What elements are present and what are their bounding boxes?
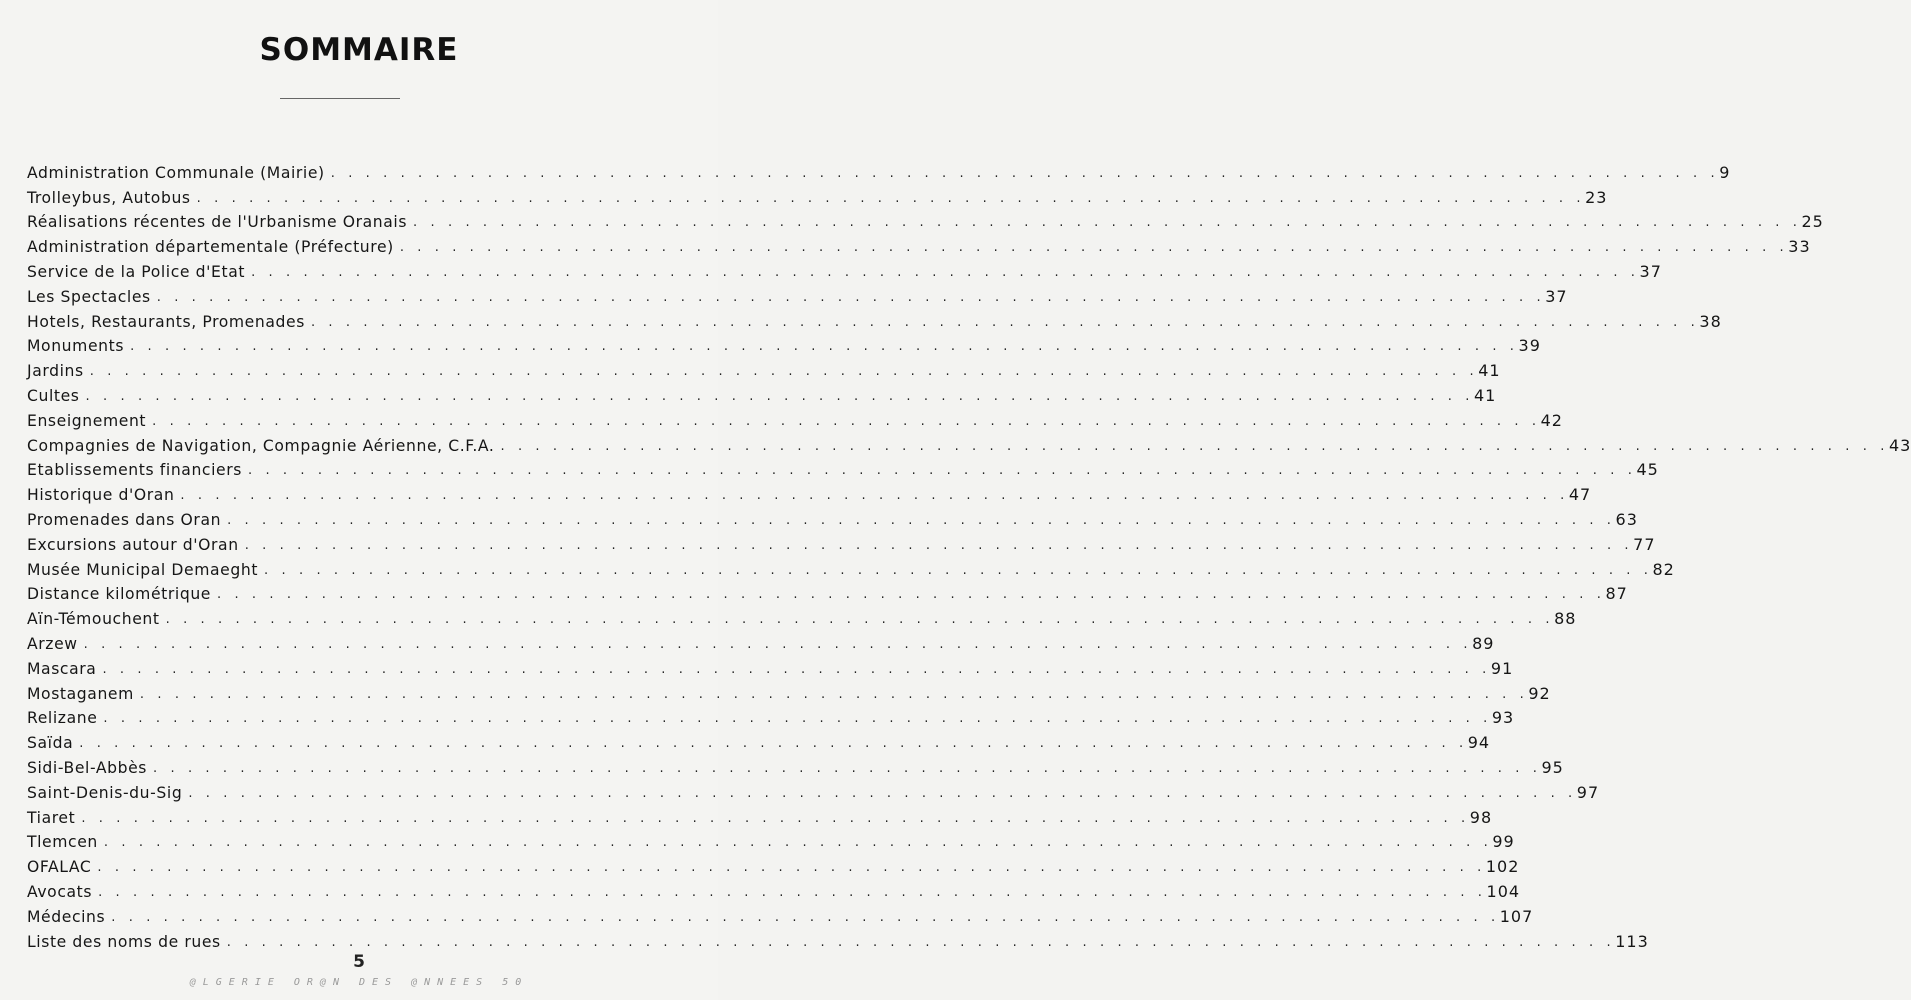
toc-entry — [27, 505, 1638, 530]
toc-entry-page: 88 — [1554, 609, 1577, 629]
toc-entry — [27, 381, 1497, 406]
dot-leader: . . . . . . . . . . . . . . . . . . . . . . . . . . . . . . . . . . . . . . . . . . . . . . . . . . . . . . . . . . . . . . . . . . . . . . . . . . . . . . . . — [139, 686, 1529, 702]
toc-entry-label: Administration départementale (Préfecture) — [27, 238, 394, 257]
toc-entry — [27, 555, 1675, 580]
toc-entry-label: Monuments — [27, 337, 125, 356]
toc-entry-page: 99 — [1492, 832, 1515, 852]
toc-entry-page: 43 — [1888, 435, 1911, 455]
page-title: SOMMAIRE — [259, 32, 459, 68]
dot-leader: . . . . . . . . . . . . . . . . . . . . . . . . . . . . . . . . . . . . . . . . . . . . . . . . . . . . . . . . . . . . . . . . . . . . . . . . . . . . . . . . — [247, 463, 1637, 479]
toc-entry-label: Saïda — [27, 734, 74, 753]
toc-entry-page: 37 — [1639, 261, 1662, 281]
toc-entry — [27, 158, 1731, 183]
toc-entry-page: 92 — [1528, 683, 1551, 703]
toc-entry-page: 38 — [1699, 311, 1722, 331]
toc-entry-page: 42 — [1540, 410, 1563, 430]
toc-entry-label: Liste des noms de rues — [27, 932, 221, 951]
toc-entry-label: Musée Municipal Demaeght — [27, 560, 259, 579]
toc-entry-label: Avocats — [27, 882, 93, 901]
toc-entry — [27, 778, 1600, 803]
toc-entry-label: Médecins — [27, 907, 106, 926]
toc-entry-page: 95 — [1541, 757, 1564, 777]
dot-leader: . . . . . . . . . . . . . . . . . . . . . . . . . . . . . . . . . . . . . . . . . . . . . . . . . . . . . . . . . . . . . . . . . . . . . . . . . . . . . . . . — [310, 314, 1700, 330]
toc-entry — [27, 356, 1501, 381]
toc-entry — [27, 208, 1824, 233]
dot-leader: . . . . . . . . . . . . . . . . . . . . . . . . . . . . . . . . . . . . . . . . . . . . . . . . . . . . . . . . . . . . . . . . . . . . . . . . . . . . . . . . — [180, 488, 1569, 504]
toc-entry — [27, 183, 1608, 208]
toc-entry-label: Cultes — [27, 386, 80, 405]
dot-leader: . . . . . . . . . . . . . . . . . . . . . . . . . . . . . . . . . . . . . . . . . . . . . . . . . . . . . . . . . . . . . . . . . . . . . . . . . . . . . . . . — [196, 190, 1586, 206]
toc-entry — [27, 902, 1534, 927]
toc-entry-page: 97 — [1576, 782, 1600, 802]
toc-entry-page: 87 — [1605, 584, 1628, 604]
toc-entry-label: Mascara — [27, 659, 97, 678]
dot-leader: . . . . . . . . . . . . . . . . . . . . . . . . . . . . . . . . . . . . . . . . . . . . . . . . . . . . . . . . . . . . . . . . . . . . . . . . . . . . . . . . — [227, 512, 1616, 528]
dot-leader: . . . . . . . . . . . . . . . . . . . . . . . . . . . . . . . . . . . . . . . . . . . . . . . . . . . . . . . . . . . . . . . . . . . . . . . . . . . . . . . . — [102, 661, 1491, 677]
toc-entry-page: 23 — [1585, 187, 1608, 207]
dot-leader: . . . . . . . . . . . . . . . . . . . . . . . . . . . . . . . . . . . . . . . . . . . . . . . . . . . . . . . . . . . . . . . . . . . . . . . . . . . . . . . . — [89, 364, 1479, 380]
dot-leader: . . . . . . . . . . . . . . . . . . . . . . . . . . . . . . . . . . . . . . . . . . . . . . . . . . . . . . . . . . . . . . . . . . . . . . . . . . . . . . . . — [97, 860, 1486, 876]
dot-leader: . . . . . . . . . . . . . . . . . . . . . . . . . . . . . . . . . . . . . . . . . . . . . . . . . . . . . . . . . . . . . . . . . . . . . . . . . . . . . . . . — [103, 711, 1492, 727]
toc-entry-page: 104 — [1486, 881, 1521, 901]
dot-leader: . . . . . . . . . . . . . . . . . . . . . . . . . . . . . . . . . . . . . . . . . . . . . . . . . . . . . . . . . . . . . . . . . . . . . . . . . . . . . . . . — [81, 810, 1470, 826]
dot-leader: . . . . . . . . . . . . . . . . . . . . . . . . . . . . . . . . . . . . . . . . . . . . . . . . . . . . . . . . . . . . . . . . . . . . . . . . . . . . . . . . — [226, 934, 1616, 950]
toc-entry — [27, 803, 1493, 828]
page-number: 5 — [353, 952, 365, 972]
toc-entry-page: 47 — [1568, 485, 1592, 505]
toc-entry-label: OFALAC — [27, 858, 92, 877]
toc-entry-page: 9 — [1719, 162, 1731, 182]
toc-entry-label: Réalisations récentes de l'Urbanisme Oranais — [27, 213, 408, 232]
toc-entry — [27, 232, 1811, 257]
toc-entry-label: Excursions autour d'Oran — [27, 535, 239, 554]
toc-entry — [27, 431, 1911, 456]
toc-entry — [27, 332, 1541, 357]
toc-entry-label: Promenades dans Oran — [27, 510, 222, 529]
toc-entry-page: 113 — [1615, 931, 1649, 951]
dot-leader: . . . . . . . . . . . . . . . . . . . . . . . . . . . . . . . . . . . . . . . . . . . . . . . . . . . . . . . . . . . . . . . . . . . . . . . . . . . . . . . . — [399, 240, 1789, 256]
dot-leader: . . . . . . . . . . . . . . . . . . . . . . . . . . . . . . . . . . . . . . . . . . . . . . . . . . . . . . . . . . . . . . . . . . . . . . . . . . . . . . . . — [85, 388, 1474, 404]
toc-entry-label: Les Spectacles — [27, 287, 151, 306]
toc-entry — [27, 927, 1649, 952]
toc-entry-label: Jardins — [27, 362, 84, 381]
toc-entry — [27, 728, 1491, 753]
toc-entry-page: 63 — [1615, 509, 1638, 529]
dot-leader: . . . . . . . . . . . . . . . . . . . . . . . . . . . . . . . . . . . . . . . . . . . . . . . . . . . . . . . . . . . . . . . . . . . . . . . . . . . . . . . . — [264, 562, 1653, 578]
watermark: @LGERIE OR@N DES @NNEES 50 — [189, 977, 529, 988]
toc-entry — [27, 704, 1515, 729]
toc-entry-label: Hotels, Restaurants, Promenades — [27, 312, 305, 331]
toc-entry — [27, 877, 1521, 902]
toc-entry-label: Tiaret — [27, 808, 76, 827]
toc-entry — [27, 580, 1628, 605]
toc-entry — [27, 654, 1514, 679]
toc-entry — [27, 604, 1577, 629]
toc-entry-page: 25 — [1801, 212, 1824, 232]
dot-leader: . . . . . . . . . . . . . . . . . . . . . . . . . . . . . . . . . . . . . . . . . . . . . . . . . . . . . . . . . . . . . . . . . . . . . . . . . . . . . . . . — [83, 636, 1473, 652]
toc-entry-page: 102 — [1485, 857, 1520, 877]
dot-leader: . . . . . . . . . . . . . . . . . . . . . . . . . . . . . . . . . . . . . . . . . . . . . . . . . . . . . . . . . . . . . . . . . . . . . . . . . . . . . . . . — [98, 884, 1487, 900]
toc-entry-page: 94 — [1467, 733, 1491, 753]
toc-entry-page: 37 — [1545, 286, 1568, 306]
dot-leader: . . . . . . . . . . . . . . . . . . . . . . . . . . . . . . . . . . . . . . . . . . . . . . . . . . . . . . . . . . . . . . . . . . . . . . . . . . . . . . . . — [156, 289, 1546, 305]
toc-entry — [27, 530, 1656, 555]
toc-entry-page: 98 — [1469, 807, 1493, 827]
toc-entry-label: Tlemcen — [27, 833, 98, 852]
dot-leader: . . . . . . . . . . . . . . . . . . . . . . . . . . . . . . . . . . . . . . . . . . . . . . . . . . . . . . . . . . . . . . . . . . . . . . . . . . . . . . . . — [153, 760, 1542, 776]
toc-entry-label: Enseignement — [27, 411, 147, 430]
toc-entry-page: 93 — [1491, 708, 1515, 728]
toc-entry-label: Etablissements financiers — [27, 461, 242, 480]
dot-leader: . . . . . . . . . . . . . . . . . . . . . . . . . . . . . . . . . . . . . . . . . . . . . . . . . . . . . . . . . . . . . . . . . . . . . . . . . . . . . . . . — [103, 835, 1493, 851]
toc-entry-label: Trolleybus, Autobus — [27, 188, 191, 207]
toc-entry-page: 89 — [1472, 633, 1495, 653]
dot-leader: . . . . . . . . . . . . . . . . . . . . . . . . . . . . . . . . . . . . . . . . . . . . . . . . . . . . . . . . . . . . . . . . . . . . . . . . . . . . . . . . — [413, 215, 1802, 231]
toc-entry-label: Mostaganem — [27, 684, 134, 703]
dot-leader: . . . . . . . . . . . . . . . . . . . . . . . . . . . . . . . . . . . . . . . . . . . . . . . . . . . . . . . . . . . . . . . . . . . . . . . . . . . . . . . . — [188, 785, 1577, 801]
toc-entry-label: Administration Communale (Mairie) — [27, 163, 325, 182]
toc-entry-page: 39 — [1518, 336, 1541, 356]
dot-leader: . . . . . . . . . . . . . . . . . . . . . . . . . . . . . . . . . . . . . . . . . . . . . . . . . . . . . . . . . . . . . . . . . . . . . . . . . . . . . . . . — [251, 264, 1640, 280]
toc-entry — [27, 629, 1495, 654]
toc-entry — [27, 406, 1563, 431]
toc-entry-page: 41 — [1474, 385, 1497, 405]
toc-entry — [27, 456, 1659, 481]
toc-entry-label: Historique d'Oran — [27, 486, 175, 505]
dot-leader: . . . . . . . . . . . . . . . . . . . . . . . . . . . . . . . . . . . . . . . . . . . . . . . . . . . . . . . . . . . . . . . . . . . . . . . . . . . . . . . . — [244, 537, 1634, 553]
toc-entry-page: 91 — [1490, 658, 1514, 678]
dot-leader: . . . . . . . . . . . . . . . . . . . . . . . . . . . . . . . . . . . . . . . . . . . . . . . . . . . . . . . . . . . . . . . . . . . . . . . . . . . . . . . . — [130, 339, 1519, 355]
toc-entry-label: Compagnies de Navigation, Compagnie Aérienne, C.F.A. — [27, 436, 495, 455]
toc-entry — [27, 480, 1592, 505]
dot-leader: . . . . . . . . . . . . . . . . . . . . . . . . . . . . . . . . . . . . . . . . . . . . . . . . . . . . . . . . . . . . . . . . . . . . . . . . . . . . . . . . — [500, 438, 1889, 454]
toc-entry-label: Saint-Denis-du-Sig — [27, 783, 183, 802]
toc-entry-label: Service de la Police d'Etat — [27, 262, 246, 281]
toc-entry-page: 33 — [1788, 237, 1811, 257]
toc-entry — [27, 679, 1551, 704]
toc-entry-page: 82 — [1652, 559, 1675, 579]
table-of-contents — [27, 158, 1911, 952]
toc-entry-label: Aïn-Témouchent — [27, 610, 160, 629]
toc-entry — [27, 828, 1515, 853]
toc-entry-label: Arzew — [27, 634, 78, 653]
toc-entry — [27, 852, 1520, 877]
title-divider — [280, 98, 400, 99]
toc-entry-page: 45 — [1636, 460, 1659, 480]
dot-leader: . . . . . . . . . . . . . . . . . . . . . . . . . . . . . . . . . . . . . . . . . . . . . . . . . . . . . . . . . . . . . . . . . . . . . . . . . . . . . . . . — [111, 909, 1500, 925]
toc-entry-page: 107 — [1499, 906, 1534, 926]
dot-leader: . . . . . . . . . . . . . . . . . . . . . . . . . . . . . . . . . . . . . . . . . . . . . . . . . . . . . . . . . . . . . . . . . . . . . . . . . . . . . . . . — [79, 736, 1468, 752]
toc-entry — [27, 307, 1722, 332]
dot-leader: . . . . . . . . . . . . . . . . . . . . . . . . . . . . . . . . . . . . . . . . . . . . . . . . . . . . . . . . . . . . . . . . . . . . . . . . . . . . . . . . — [165, 612, 1555, 628]
dot-leader: . . . . . . . . . . . . . . . . . . . . . . . . . . . . . . . . . . . . . . . . . . . . . . . . . . . . . . . . . . . . . . . . . . . . . . . . . . . . . . . . — [217, 587, 1606, 603]
toc-entry — [27, 257, 1662, 282]
toc-entry — [27, 753, 1564, 778]
toc-entry — [27, 282, 1568, 307]
toc-entry-page: 77 — [1633, 534, 1656, 554]
dot-leader: . . . . . . . . . . . . . . . . . . . . . . . . . . . . . . . . . . . . . . . . . . . . . . . . . . . . . . . . . . . . . . . . . . . . . . . . . . . . . . . . — [330, 165, 1720, 181]
toc-entry-label: Distance kilométrique — [27, 585, 211, 604]
toc-entry-label: Relizane — [27, 709, 98, 728]
toc-entry-label: Sidi-Bel-Abbès — [27, 758, 148, 777]
dot-leader: . . . . . . . . . . . . . . . . . . . . . . . . . . . . . . . . . . . . . . . . . . . . . . . . . . . . . . . . . . . . . . . . . . . . . . . . . . . . . . . . — [152, 413, 1541, 429]
toc-entry-page: 41 — [1478, 361, 1501, 381]
